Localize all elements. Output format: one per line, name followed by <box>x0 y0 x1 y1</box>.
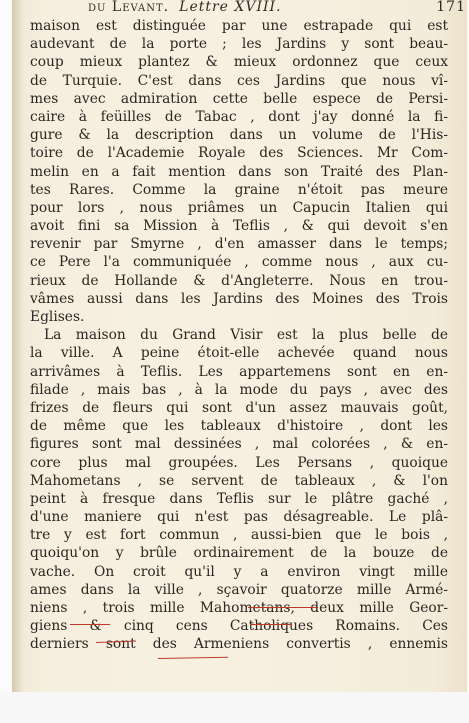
scan-bottom-margin <box>0 692 469 723</box>
text-line: giens & cinq cens Catholiques Romains. Ces <box>30 618 448 635</box>
text-line: arrivâmes à Teflis. Les appartemens sont en en- <box>30 363 448 380</box>
text-line: rieux de Hollande & d'Angleterre. Nous en trou- <box>30 272 448 289</box>
text-line: mes avec admiration cette belle espece de Persi- <box>30 90 448 107</box>
text-line: peint à fresque dans Teflis sur le plâtre gaché , <box>30 490 448 507</box>
text-line: filade , mais bas , à la mode du pays , avec des <box>30 381 448 398</box>
red-underline-quatorze <box>248 607 318 608</box>
text-line: derniers sont des Armeniens convertis , ennemis <box>30 636 448 653</box>
text-line: ames dans la ville , sçavoir quatorze mille Armé- <box>30 581 448 598</box>
text-line: avoit fini sa Mission à Teflis , & qui devoit s'en <box>30 218 448 235</box>
text-line: maison est distinguée par une estrapade qui est <box>30 18 448 34</box>
text-line: la ville. A peine étoit-elle achevée quand nous <box>30 345 448 362</box>
text-line: figures sont mal dessinées , mal colorées , & en- <box>30 436 448 453</box>
text-line: revenir par Smyrne , d'en amasser dans le temps; <box>30 236 448 253</box>
text-line: ce Pere l'a communiquée , comme nous , aux cu- <box>30 254 448 271</box>
text-line: vache. On croit qu'il y a environ vingt mille <box>30 563 448 580</box>
red-underline-trois <box>70 624 110 625</box>
gutter-shadow <box>12 0 24 692</box>
text-line: vâmes aussi dans les Jardins des Moines des Trois <box>30 290 448 307</box>
text-line: tre y est fort commun , aussi-bien que le bois , <box>30 527 448 544</box>
text-line: tes Rares. Comme la graine n'étoit pas meure <box>30 181 448 198</box>
text-line: coup mieux plantez & mieux ordonnez que ceux <box>30 54 448 71</box>
text-line: Mahometans , se servent de tableaux , & l'on <box>30 472 448 489</box>
letter-number: Lettre XVIII. <box>179 0 282 15</box>
text-line: frizes de fleurs qui sont d'un assez mauvais goût, <box>30 399 448 416</box>
text-line: de Turquie. C'est dans ces Jardins que nous vî- <box>30 72 448 89</box>
text-line: pour lors , nous priâmes un Capucin Italien qui <box>30 199 448 216</box>
running-title: du Levant. <box>88 0 170 15</box>
text-line: niens , trois mille Mahometans, deux mille Geor- <box>30 600 448 616</box>
text-line: Eglises. <box>30 309 85 325</box>
page-number: 171 <box>436 0 466 15</box>
red-underline-deux <box>250 624 292 625</box>
text-line: caire à feüilles de Tabac , dont j'ay donné la fi- <box>30 108 448 125</box>
body-text <box>30 17 448 654</box>
text-line: quoiqu'on y brûle ordinairement de la bouze de <box>30 545 448 562</box>
text-line: de même que les tableaux d'histoire , dont les <box>30 418 448 435</box>
text-line: d'une maniere qui n'est pas désagreable. Le plâ- <box>30 509 448 526</box>
paragraph-start-line: La maison du Grand Visir est la plus belle de <box>44 327 448 344</box>
text-line: gure & la description dans un volume de l'His- <box>30 127 448 144</box>
running-header <box>88 0 468 14</box>
text-line: melin en a fait mention dans son Traité des Plan- <box>30 163 448 180</box>
text-line: audevant de la porte ; les Jardins y sont beau- <box>30 36 448 53</box>
text-line: toire de l'Academie Royale des Sciences. Mr Com- <box>30 145 448 162</box>
text-line: core plus mal groupées. Les Persans , quoique <box>30 454 448 471</box>
